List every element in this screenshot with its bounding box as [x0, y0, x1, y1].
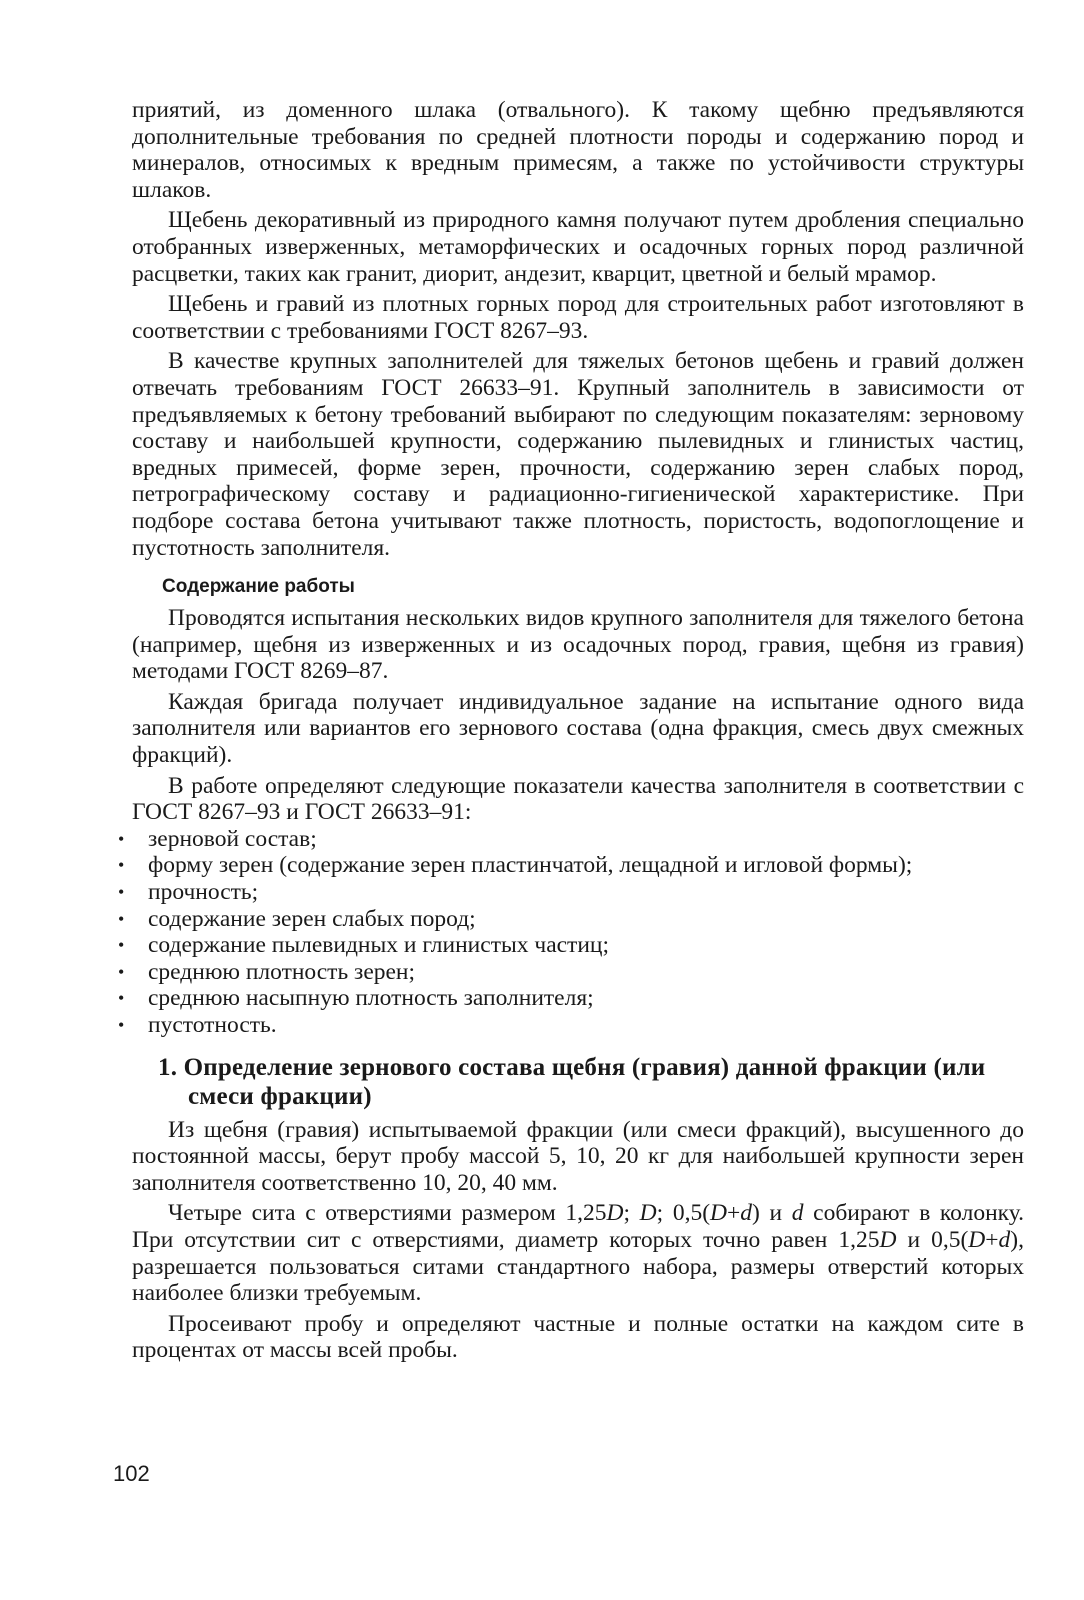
page-number: 102: [113, 1461, 150, 1486]
list-item: • форму зерен (содержание зерен пластинчатой, лещадной и игловой формы);: [118, 852, 913, 879]
paragraph-sieves: Четыре сита с отверстиями размером 1,25D; D; 0,5(D+d) и d собирают в колонку. При отсутствии сит с отверстиями, диаметр которых точно равен 1,25D и 0,5(D+d), разрешается пользоваться ситами стандартного набора, размеры отверстий которых наиболее близки требуемым.: [132, 1200, 1025, 1307]
list-item: • пустотность.: [118, 1012, 277, 1038]
bullet-icon: •: [118, 828, 125, 849]
bullet-icon: •: [118, 855, 125, 876]
paragraph-coarse-aggregate-requirements: В качестве крупных заполнителей для тяжелых бетонов щебень и гравий должен отвечать требованиям ГОСТ 26633–91. Крупный заполнитель в зависимости от предъявляемых к бетону требований выбирают по следующим показателям: зерновому составу и наибольшей крупности, содержанию пылевидных и глинистых частиц, вредных примесей, форме зерен, прочности, содержанию зерен слабых пород, петрографическому составу и радиационно-гигиенической характеристике. При подборе состава бетона учитывают также плотность, пористость, водопоглощение и пустотность заполнителя.: [132, 348, 1024, 561]
paragraph-continued: приятий, из доменного шлака (отвального). К такому щебню предъявляются дополнительные требования по средней плотности породы и содержанию пород и минералов, относимых к вредным примесям, а также по устойчивости структуры шлаков.: [132, 97, 1024, 203]
bullet-icon: •: [118, 1015, 125, 1035]
quality-indicators-list: [118, 825, 1024, 1039]
bullet-icon: •: [118, 882, 125, 903]
list-item: • среднюю насыпную плотность заполнителя;: [118, 985, 594, 1012]
paragraph-decorative-crushed-stone: Щебень декоративный из природного камня получают путем дробления специально отобранных изверженных, метаморфических и осадочных горных пород различной расцветки, таких как гранит, диорит, андезит, кварцит, цветной и белый мрамор.: [132, 207, 1024, 287]
list-item: • среднюю плотность зерен;: [118, 958, 416, 985]
bullet-icon: •: [118, 988, 125, 1009]
list-item: • зерновой состав;: [118, 825, 317, 852]
bullet-icon: •: [118, 908, 125, 929]
paragraph-sieving: Просеивают пробу и определяют частные и полные остатки на каждом сите в процентах от массы всей пробы.: [132, 1310, 1024, 1364]
paragraph-tests-conducted: Проводятся испытания нескольких видов крупного заполнителя для тяжелого бетона (например, щебня из изверженных и из осадочных пород, гравия, щебня из гравия) методами ГОСТ 8269–87.: [132, 605, 1024, 685]
list-item: • содержание пылевидных и глинистых частиц;: [118, 932, 610, 959]
paragraph-quality-indicators: В работе определяют следующие показатели качества заполнителя в соответствии с ГОСТ 8267–93 и ГОСТ 26633–91:: [132, 772, 1024, 826]
list-item: • прочность;: [118, 879, 259, 906]
list-item: • содержание зерен слабых пород;: [118, 905, 476, 932]
work-content-heading: Содержание работы: [162, 576, 355, 598]
section-1-heading: 1. Определение зернового состава щебня (гравия) данной фракции (или смеси фракции): [158, 1053, 986, 1110]
paragraph-gost-8267: Щебень и гравий из плотных горных пород для строительных работ изготовляют в соответствии с требованиями ГОСТ 8267–93.: [132, 291, 1024, 344]
paragraph-team-assignment: Каждая бригада получает индивидуальное задание на испытание одного вида заполнителя или вариантов его зернового состава (одна фракция, смесь двух смежных фракций).: [132, 688, 1024, 769]
bullet-icon: •: [118, 961, 125, 982]
text-column: [118, 97, 1025, 1364]
paragraph-sample-mass: Из щебня (гравия) испытываемой фракции (или смеси фракций), высушенного до постоянной массы, берут пробу массой 5, 10, 20 кг для наибольшей крупности зерен заполнителя соответственно 10, 20, 40 мм.: [132, 1116, 1024, 1196]
bullet-icon: •: [118, 935, 125, 956]
